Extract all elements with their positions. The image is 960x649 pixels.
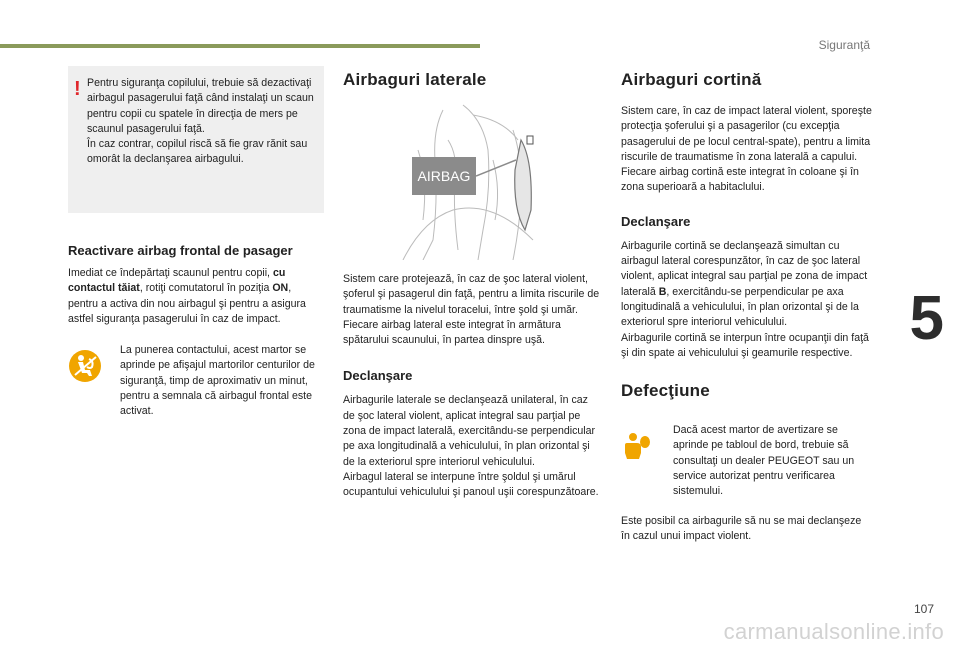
watermark: carmanualsonline.info [723,619,944,644]
exclamation-mark-icon: ! [74,78,81,100]
side-deployment-text: Airbagurile laterale se declanşează unilateral, în caz de şoc lateral violent, aplicat integral sau parţial pe zona de impact laterală, exercitându-se perpendicular pe axa longitudinală a vehiculului, în plan orizontal şi de la exteriorul spre interiorul vehiculului. Airbagul lateral se interpune între şoldul şi umărul ocupantului vehiculului şi panoul uşii corespunzătoare. [343,394,599,499]
airbag-on-indicator-note [68,343,324,419]
reactivation-text-3: , pentru a activa din nou airbagul şi pentru a asigura astfel siguranţa pasagerului în caz de impact. [68,282,306,325]
chapter-number: 5 [909,284,944,353]
reactivation-bold-ignition-off: cu contactul tăiat [68,267,286,295]
airbag-label-text: AIRBAG [417,168,471,184]
reactivation-title: Reactivare airbag frontal de pasager [68,243,293,258]
reactivation-text-1: Imediat ce îndepărtaţi scaunul pentru copii, [68,267,273,279]
side-airbags-title: Airbaguri laterale [343,70,487,89]
curtain-deployment-text [621,239,873,361]
curtain-deployment-text-2: , exercitându-se perpendicular pe axa longitudinală a vehiculului, în plan orizontal şi de la exteriorul spre interiorul vehiculului. Airbagurile cortină se interpun între ocupanţii din faţă şi din spate ai vehiculului şi geamurile respective. [621,285,869,359]
warning-box [68,66,324,213]
warning-text: Pentru siguranţa copilului, trebuie să dezactivaţi airbagul pasagerului faţă când instalaţi un scaun pentru copii cu spatele în direcţia de mers pe scaunul pasagerului faţă. În caz contrar, copilul riscă să fie grav rănit sau omorât la declanşarea airbagului. [87,77,314,166]
airbag-passenger-on-icon [68,349,102,383]
side-airbags-description: Sistem care protejează, în caz de şoc lateral violent, şoferul şi pasagerul din faţă, pentru a limita riscurile de traumatisme la nivelul toracelui, între şold şi umăr. Fiecare airbag lateral este integrat în armătura spătarului scaunului, în partea dinspre uşă. [343,273,600,347]
column-middle [343,66,601,501]
malfunction-note: Este posibil ca airbagurile să nu se mai declanşeze în cazul unui impact violent. [621,514,862,542]
malfunction-title: Defecţiune [621,381,710,401]
page-number: 107 [913,602,934,616]
side-deployment-title: Declanşare [343,368,413,384]
airbag-fault-indicator-note [621,423,873,499]
column-right [621,66,873,544]
curtain-airbags-description: Sistem care, în caz de impact lateral violent, sporeşte protecţia şoferului şi a pasagerilor (cu excepţia pasagerului de pe locul central-spate), pentru a limita riscurile de traumatisme în zona laterală a capului. Fiecare airbag cortină este integrat în coloane şi în zona superioară a habitaclului. [621,105,872,194]
column-left [68,66,324,420]
reactivation-paragraph [68,266,324,327]
curtain-airbags-title: Airbaguri cortină [621,70,762,89]
section-label: Siguranţă [818,38,870,52]
curtain-deployment-title: Declanşare [621,213,691,229]
airbag-fault-icon [621,429,653,461]
airbag-on-indicator-text: La punerea contactului, acest martor se aprinde pe afişajul martorilor centurilor de siguranţă, timp de aproximativ un minut, pentru a semnala că airbagul frontal este activat. [120,344,315,418]
airbag-fault-indicator-text: Dacă acest martor de avertizare se aprinde pe tabloul de bord, trebuie să consultaţi un dealer PEUGEOT sau un service autorizat pentru verificarea sistemului. [673,424,855,498]
callout-line [476,158,518,178]
curtain-deployment-zone-b: B [658,285,667,298]
reactivation-bold-on: ON [272,282,289,295]
reactivation-text-2: , rotiţi comutatorul în poziţia [139,282,273,295]
curtain-deployment-text-1: Airbagurile cortină se declanşează simultan cu airbagul lateral corespunzător, în caz de şoc lateral violent, aplicat integral sau parţial pe zona de impact laterală [621,239,868,298]
top-accent-bar [0,44,480,48]
airbag-callout-label [412,157,476,195]
